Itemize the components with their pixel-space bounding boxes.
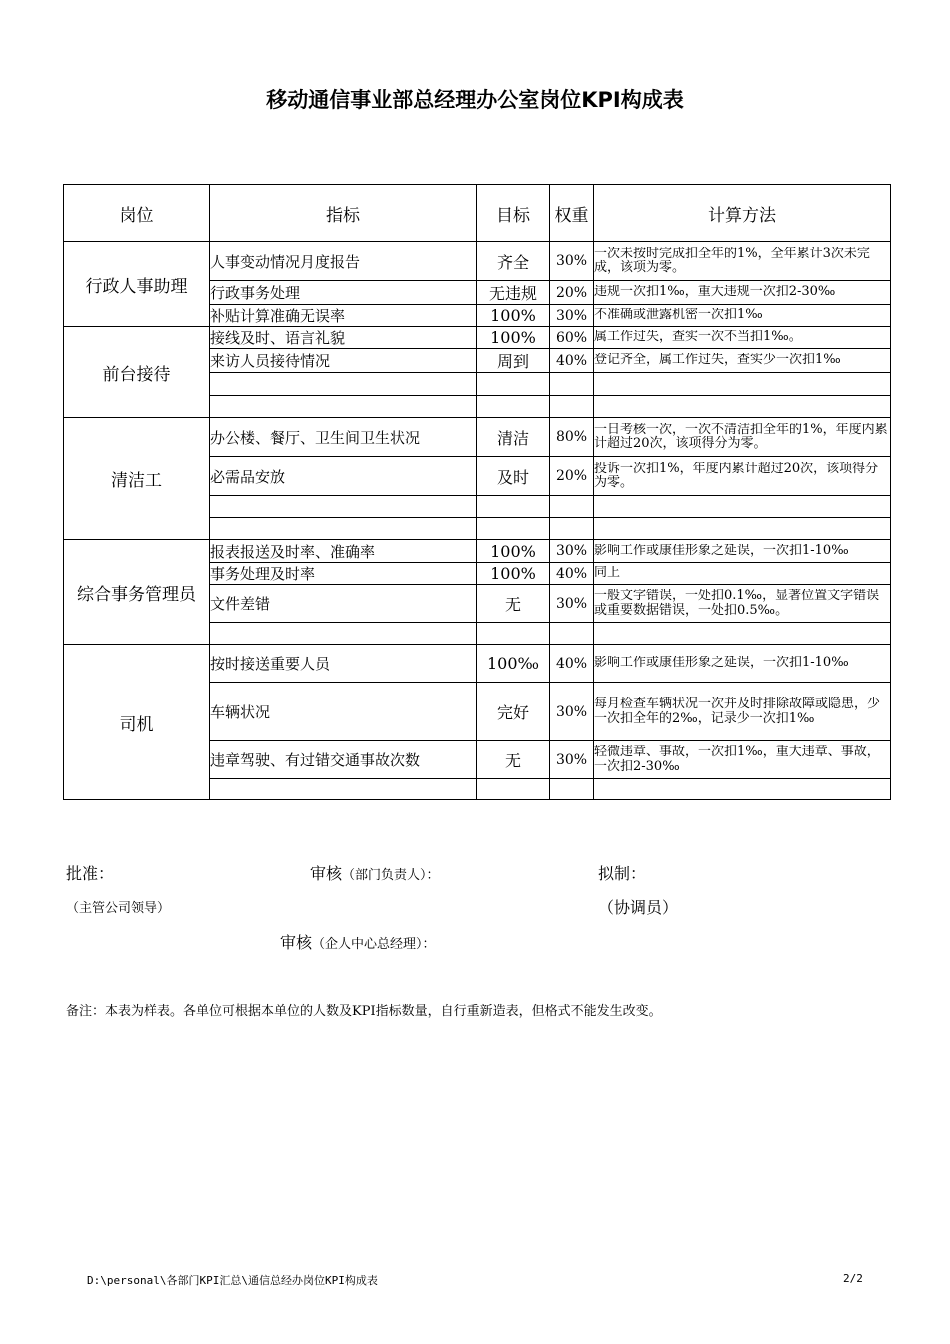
method-cell <box>594 623 891 645</box>
indicator-cell <box>210 779 477 800</box>
weight-cell <box>550 496 594 518</box>
weight-cell: 20% <box>550 281 594 305</box>
indicator-cell: 按时接送重要人员 <box>210 645 477 683</box>
indicator-cell: 违章驾驶、有过错交通事故次数 <box>210 741 477 779</box>
method-cell <box>594 585 891 623</box>
target-cell <box>477 496 550 518</box>
target-cell: 及时 <box>477 457 550 496</box>
method-text: 一次未按时完成扣全年的1%，全年累计3次未完成，该项为零。 <box>594 246 870 275</box>
target-cell: 100% <box>477 540 550 563</box>
method-cell <box>594 496 891 518</box>
footer-path: D:\personal\各部门KPI汇总\通信总经办岗位KPI构成表 <box>87 1274 378 1287</box>
approve-sub <box>66 897 170 916</box>
position-cell: 前台接待 <box>64 327 210 418</box>
method-cell <box>594 563 891 585</box>
target-cell: 100% <box>477 305 550 327</box>
weight-cell: 40% <box>550 349 594 373</box>
method-text: 违规一次扣1‰，重大违规一次扣2-30‰ <box>594 285 836 300</box>
weight-cell: 80% <box>550 418 594 457</box>
position-cell: 清洁工 <box>64 418 210 540</box>
weight-cell <box>550 779 594 800</box>
method-text: 属工作过失，查实一次不当扣1‰。 <box>594 330 802 345</box>
header-method: 计算方法 <box>594 185 891 242</box>
indicator-cell: 必需品安放 <box>210 457 477 496</box>
target-cell: 无违规 <box>477 281 550 305</box>
method-cell <box>594 457 891 496</box>
indicator-cell: 报表报送及时率、准确率 <box>210 540 477 563</box>
kpi-table <box>63 184 891 800</box>
review-dept <box>310 861 440 884</box>
weight-cell: 40% <box>550 645 594 683</box>
method-cell <box>594 779 891 800</box>
indicator-cell: 接线及时、语言礼貌 <box>210 327 477 349</box>
method-text: 影响工作或康佳形象之延误，一次扣1-10‰ <box>594 543 849 558</box>
target-cell: 无 <box>477 741 550 779</box>
method-text: 一日考核一次，一次不清洁扣全年的1%，年度内累计超过20次，该项得分为零。 <box>594 422 888 451</box>
approve-sub-text: （主管公司领导） <box>66 901 171 916</box>
method-cell <box>594 540 891 563</box>
method-text: 不准确或泄露机密一次扣1‰ <box>594 308 763 323</box>
review-dept-sub: （部门负责人）： <box>342 868 440 883</box>
method-cell <box>594 518 891 540</box>
review-center <box>280 930 436 953</box>
footer-page: 2/2 <box>843 1272 863 1285</box>
weight-cell: 40% <box>550 563 594 585</box>
indicator-cell: 行政事务处理 <box>210 281 477 305</box>
target-cell <box>477 623 550 645</box>
method-text: 登记齐全，属工作过失，查实少一次扣1‰ <box>594 353 841 368</box>
header-weight: 权重 <box>550 185 594 242</box>
weight-cell: 30% <box>550 585 594 623</box>
indicator-cell <box>210 623 477 645</box>
review-center-label: 审核 <box>280 933 313 952</box>
table-row <box>64 645 891 683</box>
position-cell: 综合事务管理员 <box>64 540 210 645</box>
review-dept-label: 审核 <box>310 864 343 883</box>
target-cell: 100‰ <box>477 645 550 683</box>
approve-label: 批准： <box>66 864 115 883</box>
table-header-row <box>64 185 891 242</box>
method-text: 投诉一次扣1%，年度内累计超过20次，该项得分为零。 <box>594 461 879 490</box>
indicator-cell <box>210 518 477 540</box>
method-cell <box>594 242 891 281</box>
indicator-cell: 人事变动情况月度报告 <box>210 242 477 281</box>
draft-sub: （协调员） <box>598 898 679 917</box>
target-cell: 100% <box>477 563 550 585</box>
header-position: 岗位 <box>64 185 210 242</box>
weight-cell: 60% <box>550 327 594 349</box>
method-cell <box>594 418 891 457</box>
method-cell <box>594 349 891 373</box>
method-cell <box>594 396 891 418</box>
indicator-cell: 车辆状况 <box>210 683 477 741</box>
indicator-cell: 文件差错 <box>210 585 477 623</box>
weight-cell: 30% <box>550 741 594 779</box>
weight-cell <box>550 396 594 418</box>
indicator-cell <box>210 496 477 518</box>
weight-cell <box>550 623 594 645</box>
indicator-cell: 事务处理及时率 <box>210 563 477 585</box>
weight-cell <box>550 373 594 396</box>
weight-cell <box>550 518 594 540</box>
target-cell: 齐全 <box>477 242 550 281</box>
method-text: 一般文字错误，一处扣0.1‰，显著位置文字错误或重要数据错误，一处扣0.5‰。 <box>594 589 880 618</box>
indicator-cell: 补贴计算准确无误率 <box>210 305 477 327</box>
kpi-table-body <box>64 242 891 800</box>
method-text: 影响工作或康佳形象之延误，一次扣1-10‰ <box>594 656 849 671</box>
method-cell <box>594 305 891 327</box>
target-cell <box>477 396 550 418</box>
weight-cell: 30% <box>550 683 594 741</box>
header-target: 目标 <box>477 185 550 242</box>
target-cell: 100% <box>477 327 550 349</box>
method-text: 轻微违章、事故，一次扣1‰，重大违章、事故，一次扣2-30‰ <box>594 745 880 774</box>
table-row <box>64 540 891 563</box>
table-row <box>64 242 891 281</box>
page-title: 移动通信事业部总经理办公室岗位KPI构成表 <box>266 88 684 112</box>
table-row <box>64 327 891 349</box>
table-row <box>64 418 891 457</box>
remark-note: 备注：本表为样表。各单位可根据本单位的人数及KPI指标数量，自行重新造表，但格式不能发生改变。 <box>66 1004 662 1019</box>
indicator-cell: 来访人员接待情况 <box>210 349 477 373</box>
draft-label: 拟制： <box>598 864 647 883</box>
target-cell: 完好 <box>477 683 550 741</box>
review-center-sub: （企人中心总经理）： <box>312 937 436 952</box>
position-cell: 行政人事助理 <box>64 242 210 327</box>
method-text: 同上 <box>594 566 621 581</box>
method-cell <box>594 645 891 683</box>
target-cell: 无 <box>477 585 550 623</box>
method-text: 每月检查车辆状况一次并及时排除故障或隐患，少一次扣全年的2‰，记录少一次扣1‰ <box>594 697 881 726</box>
weight-cell: 30% <box>550 242 594 281</box>
method-cell <box>594 373 891 396</box>
indicator-cell <box>210 373 477 396</box>
target-cell: 周到 <box>477 349 550 373</box>
target-cell <box>477 373 550 396</box>
target-cell <box>477 518 550 540</box>
indicator-cell <box>210 396 477 418</box>
target-cell <box>477 779 550 800</box>
target-cell: 清洁 <box>477 418 550 457</box>
method-cell <box>594 741 891 779</box>
method-cell <box>594 281 891 305</box>
indicator-cell: 办公楼、餐厅、卫生间卫生状况 <box>210 418 477 457</box>
method-cell <box>594 683 891 741</box>
weight-cell: 30% <box>550 540 594 563</box>
position-cell: 司机 <box>64 645 210 800</box>
method-cell <box>594 327 891 349</box>
weight-cell: 30% <box>550 305 594 327</box>
header-indicator: 指标 <box>210 185 477 242</box>
weight-cell: 20% <box>550 457 594 496</box>
